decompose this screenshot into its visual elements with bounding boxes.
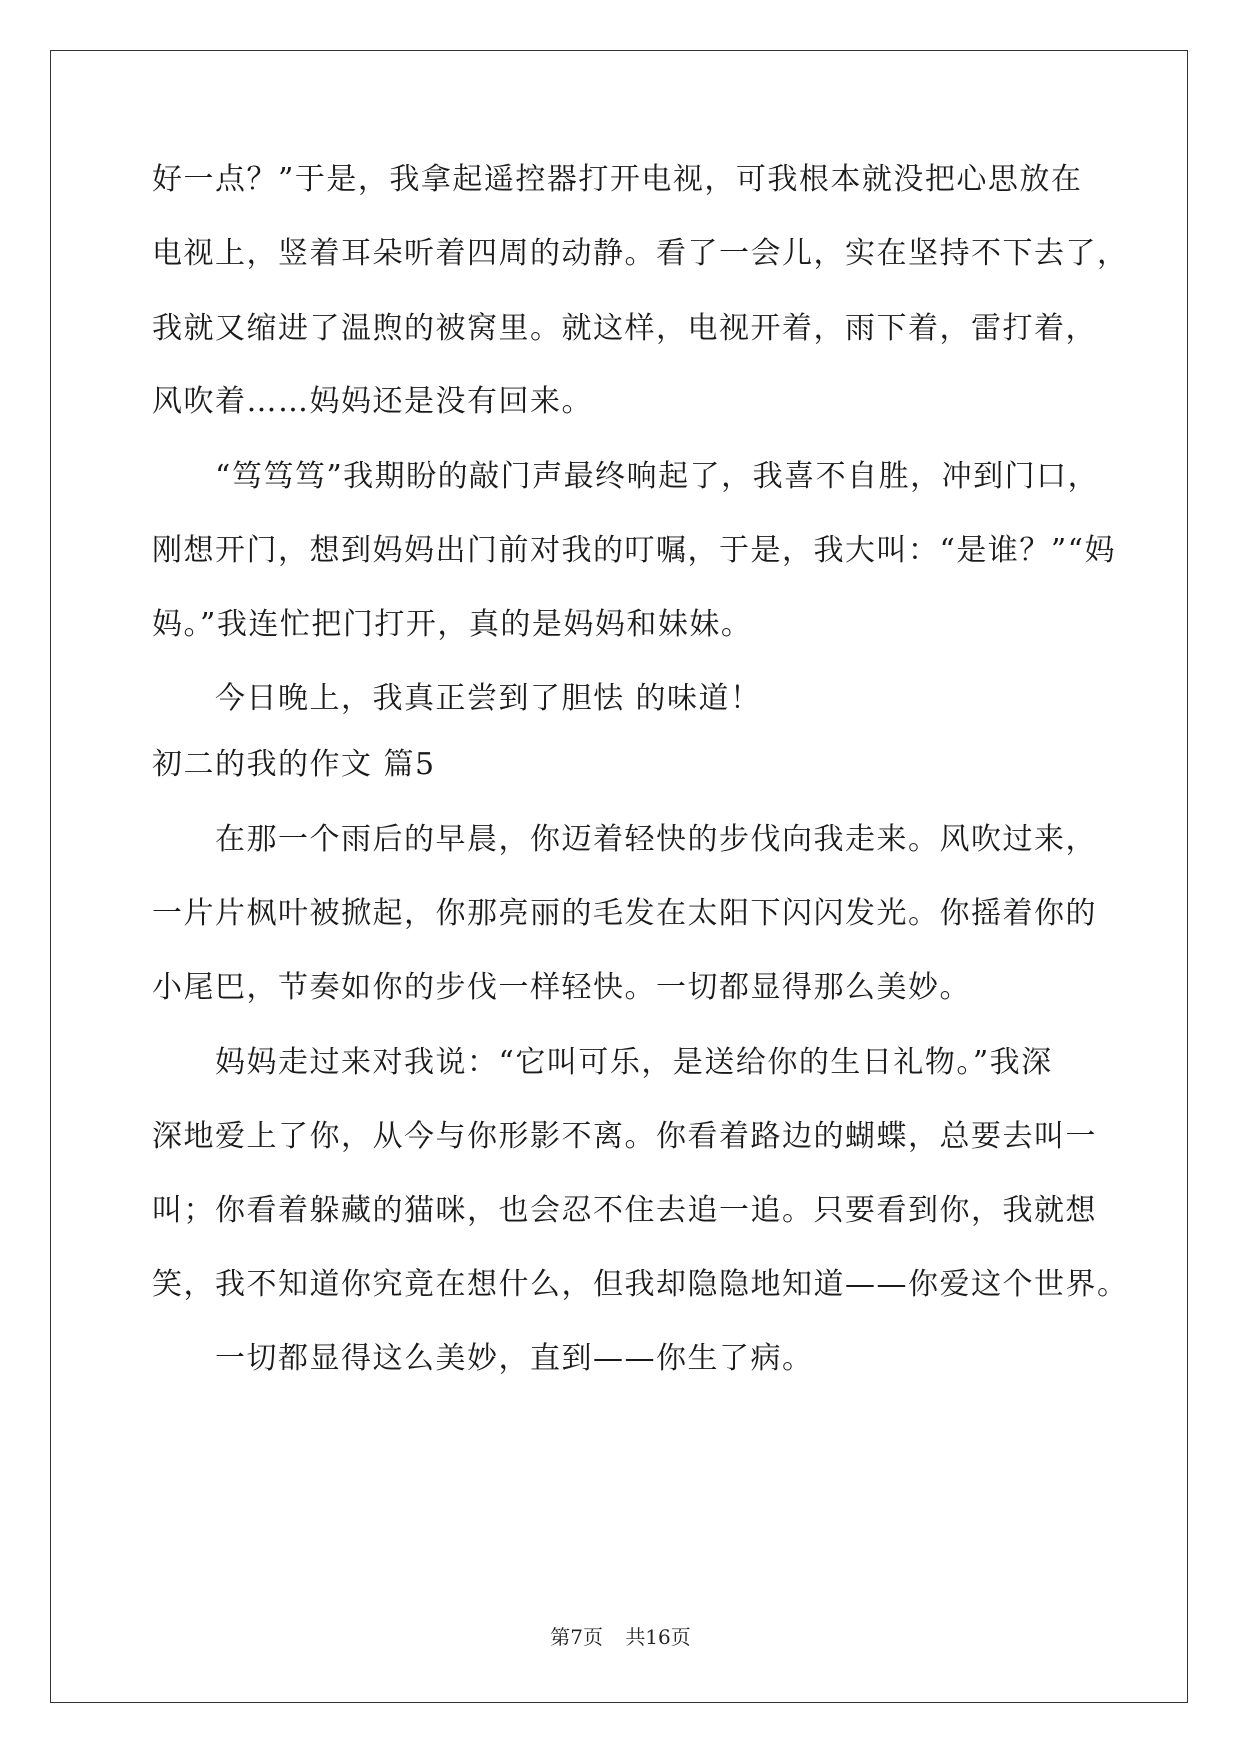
text-line: 叫；你看着躲藏的猫咪，也会忍不住去追一追。只要看到你，我就想 (152, 1193, 1097, 1228)
page-total: 共16页 (625, 1625, 691, 1649)
page-number: 第7页 (550, 1625, 603, 1649)
text-line: “笃笃笃”我期盼的敲门声最终响起了，我喜不自胜，冲到门口， (152, 459, 1100, 494)
page-border (50, 50, 1188, 1703)
text-line: 妈妈走过来对我说：“它叫可乐，是送给你的生日礼物。”我深 (152, 1045, 1053, 1080)
page-footer (0, 1624, 1241, 1650)
text-line: 风吹着……妈妈还是没有回来。 (152, 384, 593, 419)
text-line: 好一点？”于是，我拿起遥控器打开电视，可我根本就没把心思放在 (152, 162, 1083, 197)
section-heading: 初二的我的作文 篇5 (152, 747, 436, 782)
text-line: 我就又缩进了温煦的被窝里。就这样，电视开着，雨下着，雷打着， (152, 311, 1097, 346)
text-line: 今日晚上，我真正尝到了胆怯 的味道！ (152, 681, 762, 716)
text-line: 在那一个雨后的早晨，你迈着轻快的步伐向我走来。风吹过来， (152, 822, 1097, 857)
text-line: 小尾巴，节奏如你的步伐一样轻快。一切都显得那么美妙。 (152, 970, 971, 1005)
text-line: 笑，我不知道你究竟在想什么，但我却隐隐地知道——你爱这个世界。 (152, 1267, 1129, 1302)
text-line: 深地爱上了你，从今与你形影不离。你看着路边的蝴蝶，总要去叫一 (152, 1119, 1097, 1154)
text-line: 电视上，竖着耳朵听着四周的动静。看了一会儿，实在坚持不下去了， (152, 236, 1129, 271)
text-line: 一片片枫叶被掀起，你那亮丽的毛发在太阳下闪闪发光。你摇着你的 (152, 896, 1097, 931)
text-line: 一切都显得这么美妙，直到——你生了病。 (152, 1341, 814, 1376)
text-line: 刚想开门，想到妈妈出门前对我的叮嘱，于是，我大叫：“是谁？”“妈 (152, 533, 1117, 568)
text-line: 妈。”我连忙把门打开，真的是妈妈和妹妹。 (152, 607, 753, 642)
